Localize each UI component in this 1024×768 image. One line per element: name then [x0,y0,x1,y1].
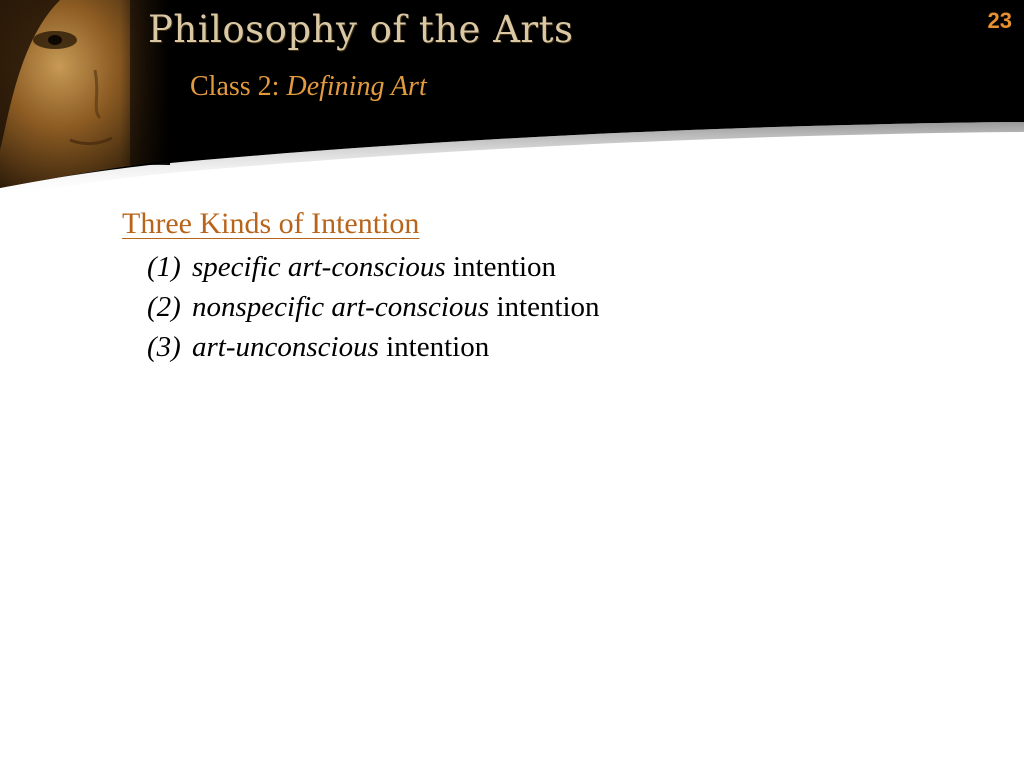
list-item [147,287,982,327]
item-term: specific art-conscious [192,251,446,283]
subtitle-prefix: Class 2: [190,71,287,102]
slide-number: 23 [987,8,1012,33]
item-suffix: intention [489,291,600,323]
item-suffix: intention [445,251,557,283]
item-term: nonspecific art-conscious [192,291,490,323]
item-number: (3) [147,331,181,363]
list-item [147,327,982,367]
item-number: (2) [147,291,181,323]
presentation-title: Philosophy of the Arts [148,8,574,51]
slide-header [0,0,1024,200]
intention-list [147,247,982,367]
slide-body [122,205,982,367]
class-subtitle [190,71,427,103]
item-suffix: intention [378,331,490,363]
section-heading: Three Kinds of Intention [122,207,420,240]
portrait-image [0,0,170,188]
item-number: (1) [147,251,181,283]
subtitle-topic: Defining Art [286,71,427,102]
item-term: art-unconscious [192,331,379,363]
list-item [147,247,982,287]
